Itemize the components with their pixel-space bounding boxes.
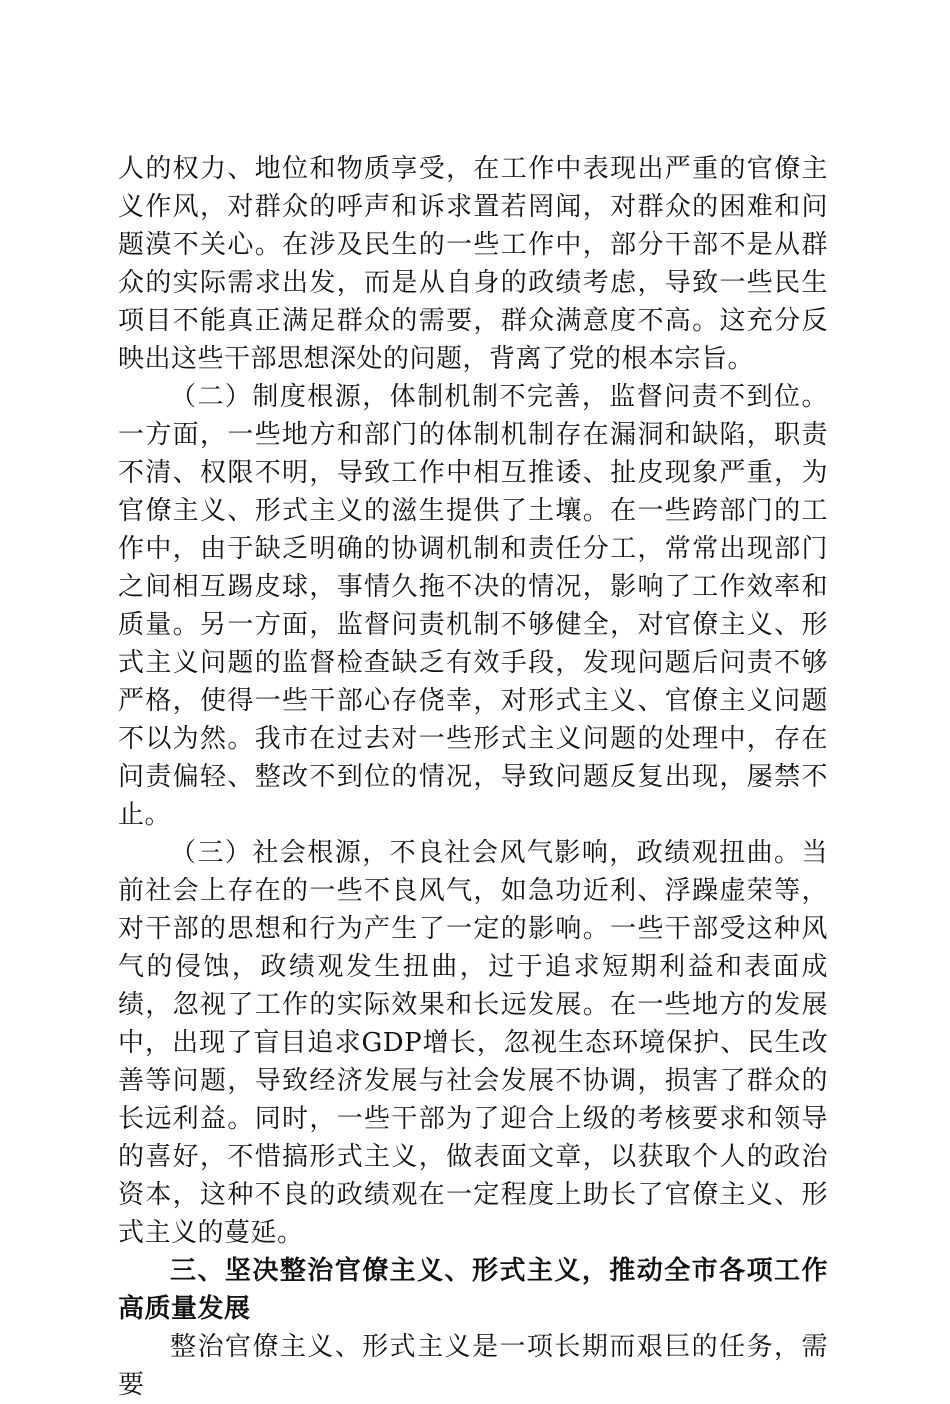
body-paragraph-4: 整治官僚主义、形式主义是一项长期而艰巨的任务，需要 xyxy=(118,1332,828,1400)
body-paragraph-1: 人的权力、地位和物质享受，在工作中表现出严重的官僚主义作风，对群众的呼声和诉求置若罔闻，对群众的困难和问题漠不关心。在涉及民生的一些工作中，部分干部不是从群众的实际需求出发，而是从自身的政绩考虑，导致一些民生项目不能真正满足群众的需要，群众满意度不高。这充分反映出这些干部思想深处的问题，背离了党的根本宗旨。 xyxy=(118,154,828,374)
document-page xyxy=(118,150,828,1404)
body-paragraph-2: （二）制度根源，体制机制不完善，监督问责不到位。一方面，一些地方和部门的体制机制存在漏洞和缺陷，职责不清、权限不明，导致工作中相互推诿、扯皮现象严重，为官僚主义、形式主义的滋生提供了土壤。在一些跨部门的工作中，由于缺乏明确的协调机制和责任分工，常常出现部门之间相互踢皮球，事情久拖不决的情况，影响了工作效率和质量。另一方面，监督问责机制不够健全，对官僚主义、形式主义问题的监督检查缺乏有效手段，发现问题后问责不够严格，使得一些干部心存侥幸，对形式主义、官僚主义问题不以为然。我市在过去对一些形式主义问题的处理中，存在问责偏轻、整改不到位的情况，导致问题反复出现，屡禁不止。 xyxy=(118,382,828,830)
body-paragraph-3: （三）社会根源，不良社会风气影响，政绩观扭曲。当前社会上存在的一些不良风气，如急功近利、浮躁虚荣等，对干部的思想和行为产生了一定的影响。一些干部受这种风气的侵蚀，政绩观发生扭曲，过于追求短期利益和表面成绩，忽视了工作的实际效果和长远发展。在一些地方的发展中，出现了盲目追求GDP增长，忽视生态环境保护、民生改善等问题，导致经济发展与社会发展不协调，损害了群众的长远利益。同时，一些干部为了迎合上级的考核要求和领导的喜好，不惜搞形式主义，做表面文章，以获取个人的政治资本，这种不良的政绩观在一定程度上助长了官僚主义、形式主义的蔓延。 xyxy=(118,838,828,1248)
section-heading: 三、坚决整治官僚主义、形式主义，推动全市各项工作高质量发展 xyxy=(118,1256,828,1324)
